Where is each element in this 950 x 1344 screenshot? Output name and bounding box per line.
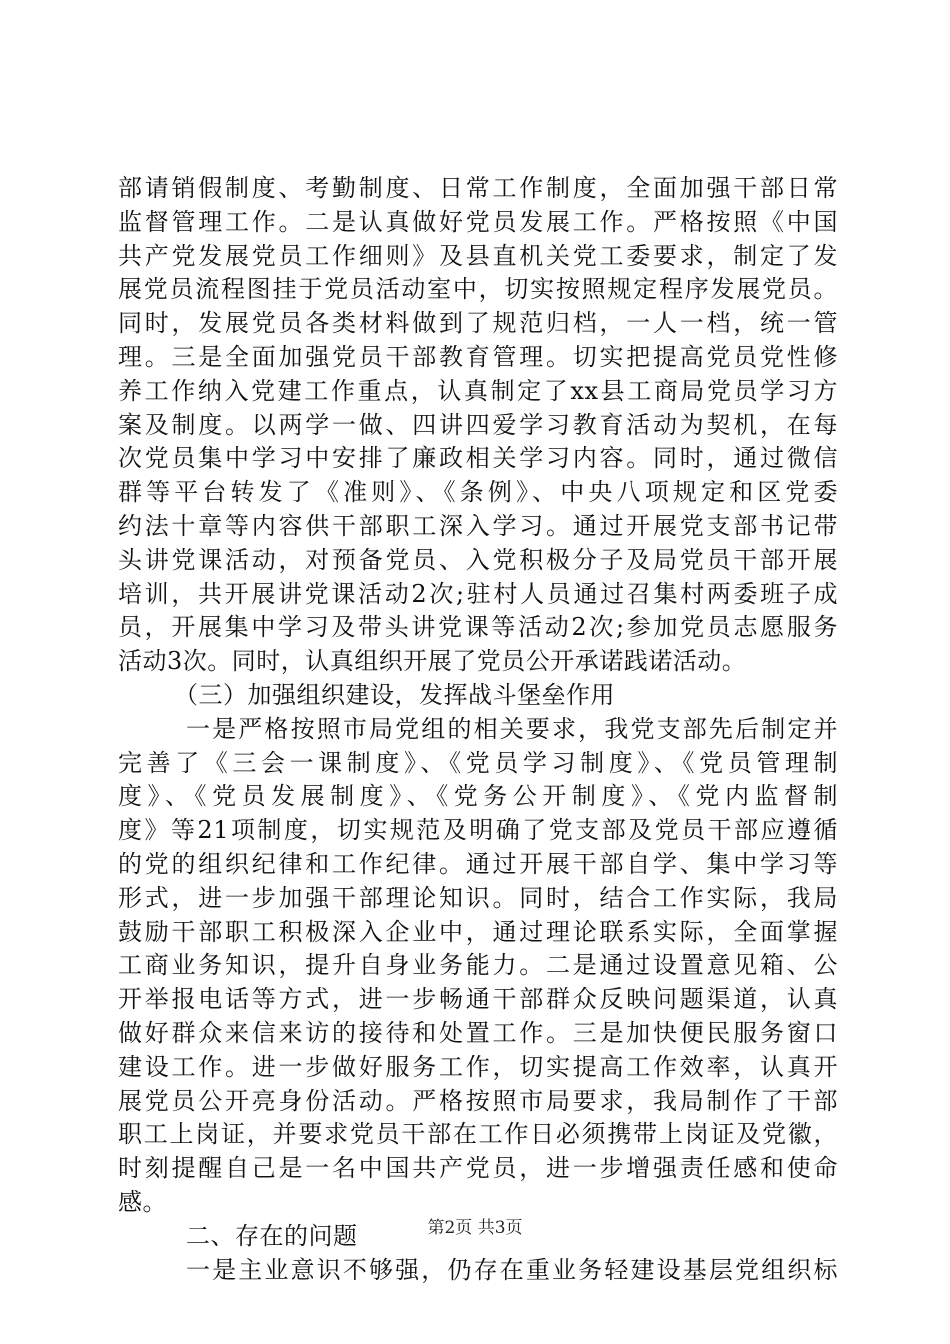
text-line: 同时，发展党员各类材料做到了规范归档，一人一档，统一管 [118,309,838,338]
text-line: 时刻提醒自己是一名中国共产党员，进一步增强责任感和使命 [118,1154,838,1183]
text-line: 头讲党课活动，对预备党员、入党积极分子及局党员干部开展 [118,545,838,574]
text-line: 培训，共开展讲党课活动2次;驻村人员通过召集村两委班子成 [118,579,838,608]
text-line: 约法十章等内容供干部职工深入学习。通过开展党支部书记带 [118,511,838,540]
text-line: 一是主业意识不够强，仍存在重业务轻建设基层党组织标 [186,1255,838,1284]
text-line: （三）加强组织建设，发挥战斗堡垒作用 [174,680,615,709]
text-line: 展党员公开亮身份活动。严格按照市局要求，我局制作了干部 [118,1086,838,1115]
text-line: 员，开展集中学习及带头讲党课等活动2次;参加党员志愿服务 [118,613,838,642]
text-line: 的党的组织纪律和工作纪律。通过开展干部自学、集中学习等 [118,849,838,878]
text-line: 度》、《党员发展制度》、《党务公开制度》、《党内监督制 [118,782,838,811]
document-body [118,172,838,1287]
text-line: 二、存在的问题 [186,1221,358,1250]
text-line: 职工上岗证，并要求党员干部在工作日必须携带上岗证及党徽， [118,1120,838,1149]
text-line: 一是严格按照市局党组的相关要求，我党支部先后制定并 [186,714,838,743]
text-line: 次党员集中学习中安排了廉政相关学习内容。同时，通过微信 [118,444,838,473]
text-line: 展党员流程图挂于党员活动室中，切实按照规定程序发展党员。 [118,275,838,304]
text-line: 工商业务知识，提升自身业务能力。二是通过设置意见箱、公 [118,951,838,980]
text-line: 感。 [118,1187,167,1216]
text-line: 案及制度。以两学一做、四讲四爱学习教育活动为契机，在每 [118,410,838,439]
text-line: 做好群众来信来访的接待和处置工作。三是加快便民服务窗口 [118,1018,838,1047]
text-line: 理。三是全面加强党员干部教育管理。切实把提高党员党性修 [118,342,838,371]
text-line: 监督管理工作。二是认真做好党员发展工作。严格按照《中国 [118,207,838,236]
text-line: 部请销假制度、考勤制度、日常工作制度，全面加强干部日常 [118,174,838,202]
text-line: 开举报电话等方式，进一步畅通干部群众反映问题渠道，认真 [118,985,838,1014]
text-line: 养工作纳入党建工作重点，认真制定了xx县工商局党员学习方 [118,376,838,405]
text-line: 共产党发展党员工作细则》及县直机关党工委要求，制定了发 [118,241,838,270]
text-line: 度》等21项制度，切实规范及明确了党支部及党员干部应遵循 [118,816,838,845]
text-line: 形式，进一步加强干部理论知识。同时，结合工作实际，我局 [118,883,838,912]
page-footer: 第2页 共3页 [427,1218,523,1238]
text-line: 活动3次。同时，认真组织开展了党员公开承诺践诺活动。 [118,647,747,676]
text-line: 完善了《三会一课制度》、《党员学习制度》、《党员管理制 [118,748,838,777]
text-line: 群等平台转发了《准则》、《条例》、中央八项规定和区党委 [118,478,838,507]
text-line: 建设工作。进一步做好服务工作，切实提高工作效率，认真开 [118,1052,838,1081]
text-line: 鼓励干部职工积极深入企业中，通过理论联系实际，全面掌握 [118,917,838,946]
